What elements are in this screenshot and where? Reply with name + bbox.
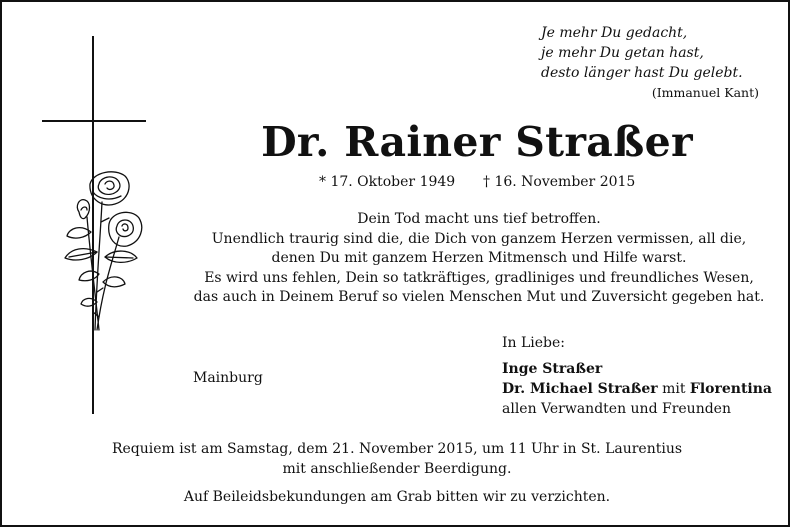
footer-block — [82, 439, 712, 507]
message-line: Es wird uns fehlen, Dein so tatkräftiges, gradliniges und freundliches Wesen, — [204, 269, 754, 286]
place-name: Mainburg — [193, 370, 263, 386]
family-member: Florentina — [689, 381, 772, 397]
birth-date: * 17. Oktober 1949 — [319, 174, 456, 190]
family-member: Dr. Michael Straßer — [502, 381, 658, 397]
cross-horizontal-beam — [42, 120, 146, 122]
quote-line: Je mehr Du gedacht, — [541, 25, 688, 41]
condolence-note: Auf Beileidsbekundungen am Grab bitten wir zu verzichten. — [183, 489, 611, 505]
message-text — [182, 210, 776, 308]
quote-author: (Immanuel Kant) — [651, 85, 759, 100]
roses-icon — [57, 162, 147, 337]
message-line: Dein Tod macht uns tief betroffen. — [357, 211, 601, 227]
family-connector: mit — [657, 381, 690, 397]
death-date: † 16. November 2015 — [483, 174, 636, 190]
requiem-line: Requiem ist am Samstag, dem 21. November 2015, um 11 Uhr in St. Laurentius — [111, 441, 683, 457]
quote-line: desto länger hast Du gelebt. — [541, 65, 743, 81]
family-block — [502, 333, 772, 419]
message-line: Unendlich traurig sind die, die Dich von ganzem Herzen vermissen, all die, — [211, 230, 747, 247]
family-member: Inge Straßer — [502, 361, 603, 377]
family-intro: In Liebe: — [502, 335, 566, 351]
message-line: das auch in Deinem Beruf so vielen Menschen Mut und Zuversicht gegeben hat. — [193, 289, 765, 305]
message-line: denen Du mit ganzem Herzen Mitmensch und Hilfe warst. — [271, 250, 687, 266]
requiem-line: mit anschließender Beerdigung. — [282, 461, 512, 477]
family-line — [502, 379, 772, 399]
quote-line: je mehr Du getan hast, — [541, 45, 704, 61]
family-line — [502, 359, 772, 379]
family-others: allen Verwandten und Freunden — [502, 401, 731, 417]
quote-block — [541, 23, 771, 103]
deceased-name: Dr. Rainer Straßer — [261, 118, 693, 166]
